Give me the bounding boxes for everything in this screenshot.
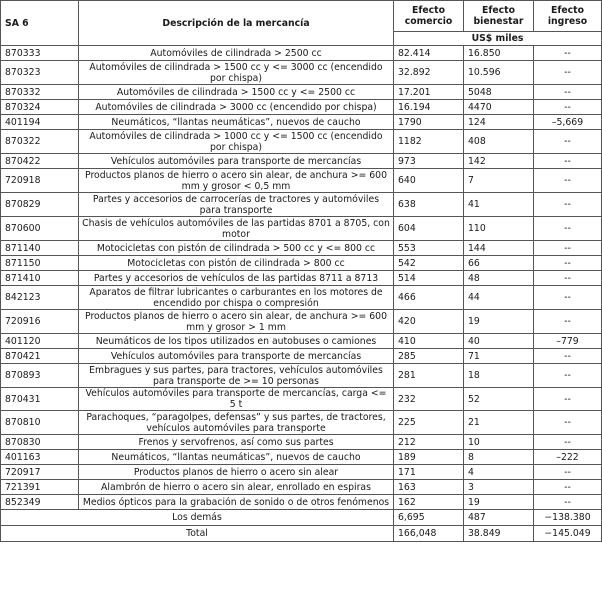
cell-sa6-code: 842123 bbox=[1, 286, 79, 310]
units-label: US$ miles bbox=[394, 32, 602, 46]
cell-sa6-code: 401163 bbox=[1, 450, 79, 465]
cell-efecto-ingreso: -- bbox=[534, 388, 602, 411]
cell-sa6-code: 871140 bbox=[1, 241, 79, 256]
cell-efecto-ingreso: –779 bbox=[534, 334, 602, 349]
table-row bbox=[1, 241, 602, 256]
table-row bbox=[1, 286, 602, 310]
cell-efecto-bienestar: 44 bbox=[464, 286, 534, 310]
cell-description: Neumáticos, “llantas neumáticas”, nuevos de caucho bbox=[79, 450, 394, 465]
cell-sa6-code: 401194 bbox=[1, 115, 79, 130]
table-row bbox=[1, 435, 602, 450]
cell-description: Frenos y servofrenos, así como sus partes bbox=[79, 435, 394, 450]
cell-sa6-code: 870323 bbox=[1, 61, 79, 85]
cell-sa6-code: 871150 bbox=[1, 256, 79, 271]
cell-efecto-bienestar: 5048 bbox=[464, 85, 534, 100]
cell-sa6-code: 870431 bbox=[1, 388, 79, 411]
cell-description: Productos planos de hierro o acero sin alear bbox=[79, 465, 394, 480]
cell-description: Motocicletas con pistón de cilindrada > 800 cc bbox=[79, 256, 394, 271]
others-ingreso: −138.380 bbox=[534, 510, 602, 526]
cell-efecto-comercio: 466 bbox=[394, 286, 464, 310]
cell-efecto-comercio: 225 bbox=[394, 411, 464, 435]
cell-efecto-bienestar: 10.596 bbox=[464, 61, 534, 85]
cell-efecto-comercio: 514 bbox=[394, 271, 464, 286]
table-row bbox=[1, 154, 602, 169]
cell-sa6-code: 870830 bbox=[1, 435, 79, 450]
cell-sa6-code: 720916 bbox=[1, 310, 79, 334]
cell-efecto-comercio: 189 bbox=[394, 450, 464, 465]
others-label: Los demás bbox=[1, 510, 394, 526]
cell-sa6-code: 871410 bbox=[1, 271, 79, 286]
cell-efecto-comercio: 410 bbox=[394, 334, 464, 349]
table-row bbox=[1, 193, 602, 217]
others-bienestar: 487 bbox=[464, 510, 534, 526]
cell-efecto-ingreso: -- bbox=[534, 286, 602, 310]
cell-efecto-bienestar: 7 bbox=[464, 169, 534, 193]
cell-efecto-bienestar: 142 bbox=[464, 154, 534, 169]
table-row bbox=[1, 61, 602, 85]
table-row bbox=[1, 85, 602, 100]
table-row bbox=[1, 480, 602, 495]
cell-efecto-ingreso: -- bbox=[534, 411, 602, 435]
header-efecto-ingreso: Efecto ingreso bbox=[534, 1, 602, 32]
cell-efecto-ingreso: -- bbox=[534, 169, 602, 193]
cell-description: Alambrón de hierro o acero sin alear, enrollado en espiras bbox=[79, 480, 394, 495]
table-row bbox=[1, 364, 602, 388]
cell-efecto-comercio: 553 bbox=[394, 241, 464, 256]
cell-description: Medios ópticos para la grabación de sonido o de otros fenómenos bbox=[79, 495, 394, 510]
cell-efecto-bienestar: 408 bbox=[464, 130, 534, 154]
cell-efecto-comercio: 1182 bbox=[394, 130, 464, 154]
cell-sa6-code: 870829 bbox=[1, 193, 79, 217]
table-row bbox=[1, 495, 602, 510]
cell-sa6-code: 870333 bbox=[1, 46, 79, 61]
cell-description: Vehículos automóviles para transporte de mercancías bbox=[79, 349, 394, 364]
cell-efecto-comercio: 82.414 bbox=[394, 46, 464, 61]
header-descripcion: Descripción de la mercancía bbox=[79, 1, 394, 46]
cell-efecto-bienestar: 144 bbox=[464, 241, 534, 256]
cell-description: Productos planos de hierro o acero sin alear, de anchura >= 600 mm y grosor < 0,5 mm bbox=[79, 169, 394, 193]
total-bienestar: 38.849 bbox=[464, 526, 534, 542]
cell-efecto-ingreso: -- bbox=[534, 193, 602, 217]
cell-efecto-comercio: 32.892 bbox=[394, 61, 464, 85]
cell-efecto-comercio: 232 bbox=[394, 388, 464, 411]
cell-efecto-ingreso: -- bbox=[534, 364, 602, 388]
cell-sa6-code: 870322 bbox=[1, 130, 79, 154]
cell-description: Neumáticos, “llantas neumáticas”, nuevos de caucho bbox=[79, 115, 394, 130]
table-row bbox=[1, 169, 602, 193]
cell-description: Productos planos de hierro o acero sin alear, de anchura >= 600 mm y grosor > 1 mm bbox=[79, 310, 394, 334]
header-row bbox=[1, 1, 602, 32]
cell-description: Parachoques, “paragolpes, defensas” y sus partes, de tractores, vehículos automóviles para transporte bbox=[79, 411, 394, 435]
cell-sa6-code: 720917 bbox=[1, 465, 79, 480]
cell-efecto-ingreso: -- bbox=[534, 495, 602, 510]
cell-description: Partes y accesorios de vehículos de las partidas 8711 a 8713 bbox=[79, 271, 394, 286]
cell-efecto-ingreso: -- bbox=[534, 480, 602, 495]
cell-efecto-ingreso: -- bbox=[534, 100, 602, 115]
cell-efecto-bienestar: 71 bbox=[464, 349, 534, 364]
cell-efecto-bienestar: 3 bbox=[464, 480, 534, 495]
cell-efecto-bienestar: 124 bbox=[464, 115, 534, 130]
table-row bbox=[1, 411, 602, 435]
table-row bbox=[1, 115, 602, 130]
cell-efecto-bienestar: 19 bbox=[464, 310, 534, 334]
cell-efecto-comercio: 171 bbox=[394, 465, 464, 480]
cell-sa6-code: 720918 bbox=[1, 169, 79, 193]
total-row bbox=[1, 526, 602, 542]
cell-efecto-ingreso: –222 bbox=[534, 450, 602, 465]
cell-efecto-ingreso: -- bbox=[534, 435, 602, 450]
table-row bbox=[1, 465, 602, 480]
cell-sa6-code: 870324 bbox=[1, 100, 79, 115]
cell-efecto-ingreso: -- bbox=[534, 349, 602, 364]
table-row bbox=[1, 334, 602, 349]
cell-sa6-code: 870810 bbox=[1, 411, 79, 435]
cell-efecto-ingreso: -- bbox=[534, 217, 602, 241]
total-ingreso: −145.049 bbox=[534, 526, 602, 542]
cell-description: Neumáticos de los tipos utilizados en autobuses o camiones bbox=[79, 334, 394, 349]
cell-efecto-ingreso: -- bbox=[534, 465, 602, 480]
cell-description: Vehículos automóviles para transporte de mercancías bbox=[79, 154, 394, 169]
cell-efecto-bienestar: 10 bbox=[464, 435, 534, 450]
cell-efecto-bienestar: 16.850 bbox=[464, 46, 534, 61]
cell-description: Automóviles de cilindrada > 1000 cc y <= 1500 cc (encendido por chispa) bbox=[79, 130, 394, 154]
cell-sa6-code: 401120 bbox=[1, 334, 79, 349]
table-row bbox=[1, 256, 602, 271]
cell-efecto-ingreso: -- bbox=[534, 85, 602, 100]
cell-efecto-comercio: 542 bbox=[394, 256, 464, 271]
table-row bbox=[1, 349, 602, 364]
cell-efecto-comercio: 16.194 bbox=[394, 100, 464, 115]
total-label: Total bbox=[1, 526, 394, 542]
cell-sa6-code: 870421 bbox=[1, 349, 79, 364]
cell-sa6-code: 870422 bbox=[1, 154, 79, 169]
cell-efecto-bienestar: 40 bbox=[464, 334, 534, 349]
cell-efecto-bienestar: 52 bbox=[464, 388, 534, 411]
cell-efecto-ingreso: -- bbox=[534, 46, 602, 61]
cell-description: Automóviles de cilindrada > 3000 cc (encendido por chispa) bbox=[79, 100, 394, 115]
cell-sa6-code: 721391 bbox=[1, 480, 79, 495]
cell-efecto-comercio: 162 bbox=[394, 495, 464, 510]
cell-sa6-code: 870600 bbox=[1, 217, 79, 241]
table-row bbox=[1, 271, 602, 286]
cell-efecto-bienestar: 21 bbox=[464, 411, 534, 435]
cell-efecto-comercio: 285 bbox=[394, 349, 464, 364]
cell-sa6-code: 870332 bbox=[1, 85, 79, 100]
cell-efecto-ingreso: -- bbox=[534, 310, 602, 334]
cell-efecto-comercio: 638 bbox=[394, 193, 464, 217]
cell-description: Chasis de vehículos automóviles de las partidas 8701 a 8705, con motor bbox=[79, 217, 394, 241]
others-row bbox=[1, 510, 602, 526]
cell-sa6-code: 852349 bbox=[1, 495, 79, 510]
cell-description: Vehículos automóviles para transporte de mercancías, carga <= 5 t bbox=[79, 388, 394, 411]
cell-efecto-ingreso: -- bbox=[534, 256, 602, 271]
cell-efecto-bienestar: 8 bbox=[464, 450, 534, 465]
table-row bbox=[1, 217, 602, 241]
table-row bbox=[1, 46, 602, 61]
cell-efecto-ingreso: -- bbox=[534, 130, 602, 154]
table-row bbox=[1, 130, 602, 154]
cell-efecto-comercio: 604 bbox=[394, 217, 464, 241]
cell-efecto-comercio: 420 bbox=[394, 310, 464, 334]
header-efecto-bienestar: Efecto bienestar bbox=[464, 1, 534, 32]
total-comercio: 166,048 bbox=[394, 526, 464, 542]
cell-efecto-ingreso: -- bbox=[534, 154, 602, 169]
cell-efecto-bienestar: 48 bbox=[464, 271, 534, 286]
table-row bbox=[1, 310, 602, 334]
table-row bbox=[1, 100, 602, 115]
cell-efecto-bienestar: 19 bbox=[464, 495, 534, 510]
cell-efecto-comercio: 281 bbox=[394, 364, 464, 388]
cell-efecto-bienestar: 110 bbox=[464, 217, 534, 241]
table-row bbox=[1, 450, 602, 465]
header-sa6: SA 6 bbox=[1, 1, 79, 46]
cell-efecto-comercio: 640 bbox=[394, 169, 464, 193]
cell-description: Partes y accesorios de carrocerías de tractores y automóviles para transporte bbox=[79, 193, 394, 217]
cell-description: Motocicletas con pistón de cilindrada > 500 cc y <= 800 cc bbox=[79, 241, 394, 256]
cell-efecto-ingreso: -- bbox=[534, 241, 602, 256]
cell-efecto-comercio: 17.201 bbox=[394, 85, 464, 100]
cell-efecto-ingreso: -- bbox=[534, 61, 602, 85]
cell-efecto-ingreso: -- bbox=[534, 271, 602, 286]
header-efecto-comercio: Efecto comercio bbox=[394, 1, 464, 32]
cell-efecto-ingreso: –5,669 bbox=[534, 115, 602, 130]
table-row bbox=[1, 388, 602, 411]
cell-efecto-bienestar: 18 bbox=[464, 364, 534, 388]
cell-description: Automóviles de cilindrada > 1500 cc y <= 3000 cc (encendido por chispa) bbox=[79, 61, 394, 85]
cell-efecto-bienestar: 66 bbox=[464, 256, 534, 271]
cell-efecto-comercio: 1790 bbox=[394, 115, 464, 130]
cell-efecto-comercio: 212 bbox=[394, 435, 464, 450]
cell-description: Automóviles de cilindrada > 2500 cc bbox=[79, 46, 394, 61]
cell-description: Embragues y sus partes, para tractores, vehículos automóviles para transporte de >= 10 personas bbox=[79, 364, 394, 388]
others-comercio: 6,695 bbox=[394, 510, 464, 526]
cell-efecto-bienestar: 4 bbox=[464, 465, 534, 480]
cell-efecto-comercio: 973 bbox=[394, 154, 464, 169]
cell-sa6-code: 870893 bbox=[1, 364, 79, 388]
cell-efecto-bienestar: 41 bbox=[464, 193, 534, 217]
cell-efecto-bienestar: 4470 bbox=[464, 100, 534, 115]
table-body bbox=[1, 46, 602, 510]
cell-efecto-comercio: 163 bbox=[394, 480, 464, 495]
cell-description: Automóviles de cilindrada > 1500 cc y <= 2500 cc bbox=[79, 85, 394, 100]
cell-description: Aparatos de filtrar lubricantes o carburantes en los motores de encendido por chispa o compresión bbox=[79, 286, 394, 310]
